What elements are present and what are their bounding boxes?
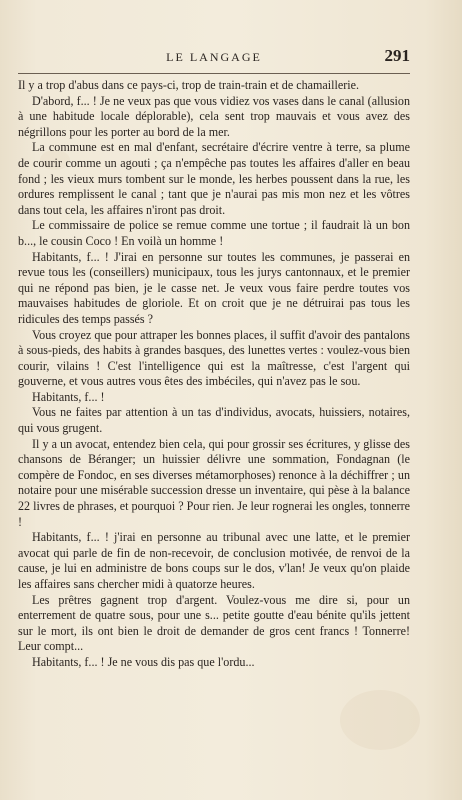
paragraph: Habitants, f... ! [32, 389, 105, 404]
paragraph: Vous croyez que pour attraper les bonnes places, il suffit d'avoir des pantalons à sous-pieds, des habits à grandes basques, des lunettes vertes : voulez-vous bien courir, vilains ! C'est l'intelligence qui est la maîtresse, c'est l'argent qui gouverne, et vous autres vous êtes des imbéciles, qui n'avez pas le sou. [18, 327, 410, 389]
paragraph: Il y a trop d'abus dans ce pays-ci, trop de train-train et de chamaillerie. [18, 78, 360, 92]
paragraph: Habitants, f... ! j'irai en personne au tribunal avec une latte, et le premier avocat qui parle de fin de non-recevoir, de conclusion motivée, de renvoi de la cause, je lui en administre de bons coups sur le dos, v'lan! Je veux qu'on plaide les affaires sans chercher midi à quatorze heures. [18, 530, 410, 591]
paragraph: Le commissaire de police se remue comme une tortue ; il faudrait là un bon b..., le cousin Coco ! En voilà un homme ! [18, 218, 410, 248]
paragraph: Habitants, f... ! J'irai en personne sur toutes les communes, je passerai en revue tous les (conseillers) municipaux, tous les jurys cantonnaux, et le premier qui ne répond pas bien, je le casse net. Je veux vous faire perdre toutes vos mauvaises habitudes de gloriole. Et on croit que je ne détruirai pas tous les ridicules des temps passés ? [18, 249, 410, 326]
paragraph: Vous ne faites par attention à un tas d'individus, avocats, huissiers, notaires, qui vous grugent. [18, 405, 410, 436]
page-number: 291 [384, 46, 410, 65]
header-rule [18, 73, 410, 74]
body-text [18, 78, 410, 671]
page-header [18, 46, 410, 68]
paragraph: La commune est en mal d'enfant, secrétaire d'écrire ventre à terre, sa plume de courir comme un agouti ; ça n'empêche pas toutes les affaires d'aller en beau fond ; les vieux murs tombent sur le monde, les herbes poussent dans la rue, les ordures remplissent le canal ; tant que je n'aurai pas mis mon nez et les vôtres dans tout cela, les affaires n'iront pas droit. [18, 140, 410, 217]
paragraph: Habitants, f... ! Je ne vous dis pas que l'ordu... [32, 654, 255, 669]
paragraph: Les prêtres gagnent trop d'argent. Voulez-vous me dire si, pour un enterrement de quatre sous, pour une s... petite goutte d'eau bénite qu'ils jettent sur le mort, ils ont bien le droit de demander de gros cent francs ! Tonnerre! Leur compt... [18, 592, 410, 654]
paper-stain [340, 690, 420, 750]
paragraph: Il y a un avocat, entendez bien cela, qui pour grossir ses écritures, y glisse des chansons de Béranger; un huissier délivre une sommation, Fondagnan (le compère de Fondoc, en ses diverses métamorphoses) renonce à la déchiffrer ; un notaire pour une misérable succession dresse un inventaire, qui pèse à la balance 22 livres de phrases, et pourquoi ? Pour rien. Je leur rognerai les ongles, tonnerre ! [18, 436, 410, 529]
paragraph: D'abord, f... ! Je ne veux pas que vous vidiez vos vases dans le canal (allusion à une habitude locale déplorable), cela sent trop mauvais et vous avez des négrillons pour les porter au bord de la mer. [18, 93, 410, 139]
running-title: LE LANGAGE [166, 50, 262, 64]
